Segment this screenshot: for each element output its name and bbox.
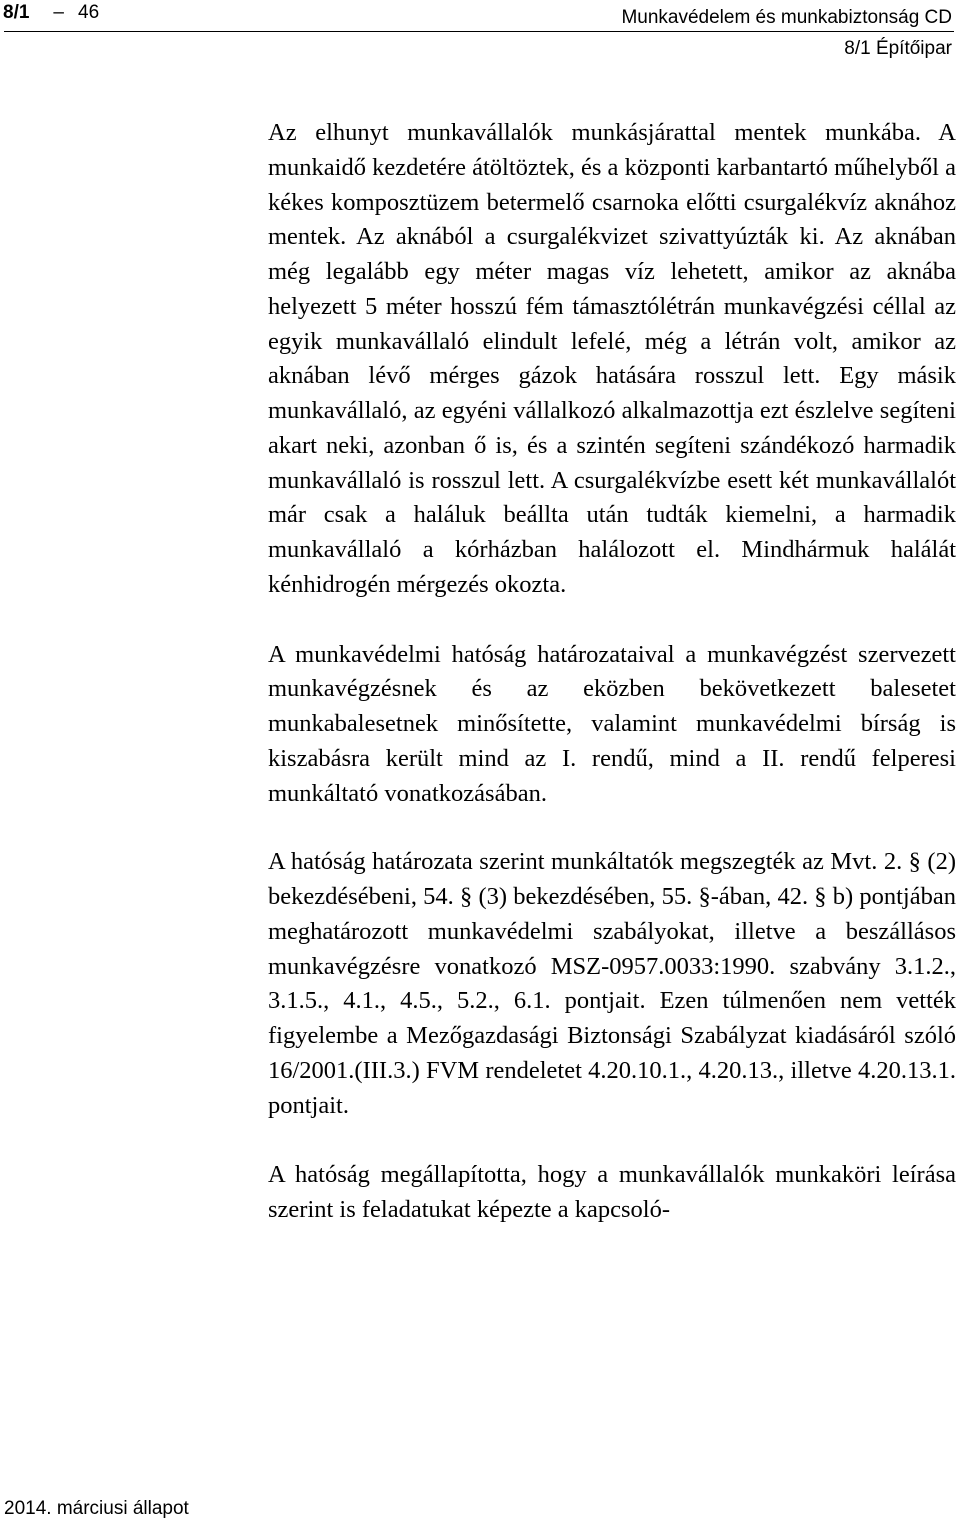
page-number: 46 [78, 2, 100, 23]
header-divider [4, 31, 954, 32]
paragraph-accident-description: Az elhunyt munkavállalók munkásjárattal mentek munkába. A munkaidő kezdetére átöltöztek, és a központi karbantartó műhelyből a kékes komposztüzem betermelő csarnoka előtti csurgalékvíz aknához mentek. Az aknából a csurgalékvizet szivattyúzták ki. Az aknában még legalább egy méter magas víz lehetett, amikor az aknába helyezett 5 méter hosszú fém támasztólétrán munkavégzési céllal az egyik munkavállaló elindult lefelé, még a létrán volt, amikor az aknában lévő mérges gázok hatására rosszul lett. Egy másik munkavállaló, az egyéni vállalkozó alkalmazottja ezt észlelve segíteni akart neki, azonban ő is, és a szintén segíteni szándékozó harmadik munkavállaló is rosszul lett. A csurgalékvízbe esett két munkavállalót már csak a haláluk beállta után tudták kiemelni, a harmadik munkavállaló a kórházban halálozott el. Mindhármuk halálát kénhidrogén mérgezés okozta. [268, 119, 956, 598]
running-header-right [621, 2, 952, 64]
paragraph-job-description: A hatóság megállapította, hogy a munkavállalók munkaköri leírása szerint is feladatukat képezte a kapcsoló- [268, 1161, 956, 1223]
paragraph-authority-decision: A munkavédelmi hatóság határozataival a munkavégzést szervezett munkavégzésnek és az eközben bekövetkezett balesetet munkabalesetnek minősítette, valamint munkavédelmi bírság is kiszabásra került mind az I. rendű, mind a II. rendű felperesi munkáltató vonatkozásában. [268, 640, 956, 807]
publication-title: Munkavédelem és munkabiztonság CD [621, 7, 952, 28]
section-number: 8/1 [3, 2, 30, 23]
main-text [268, 116, 956, 1228]
paragraph-violated-rules: A hatóság határozata szerint munkáltatók megszegték az Mvt. 2. § (2) bekezdésébeni, 54. § (3) bekezdésében, 55. §-ában, 42. § b) pontjában meghatározott munkavédelmi szabályokat, illetve a beszállásos munkavégzésre vonatkozó MSZ-0957.0033:1990. szabvány 3.1.2., 3.1.5., 4.1., 4.5., 5.2., 6.1. pontjait. Ezen túlmenően nem vették figyelembe a Mezőgazdasági Biztonsági Szabályzat kiadásáról szóló 16/2001.(III.3.) FVM rendeletet 4.20.10.1., 4.20.13., illetve 4.20.13.1. pontjait. [268, 848, 956, 1119]
chapter-title: 8/1 Építőipar [844, 38, 952, 59]
header-dash: – [53, 2, 64, 23]
footer-status: 2014. márciusi állapot [4, 1498, 189, 1519]
running-header-left [3, 2, 99, 24]
